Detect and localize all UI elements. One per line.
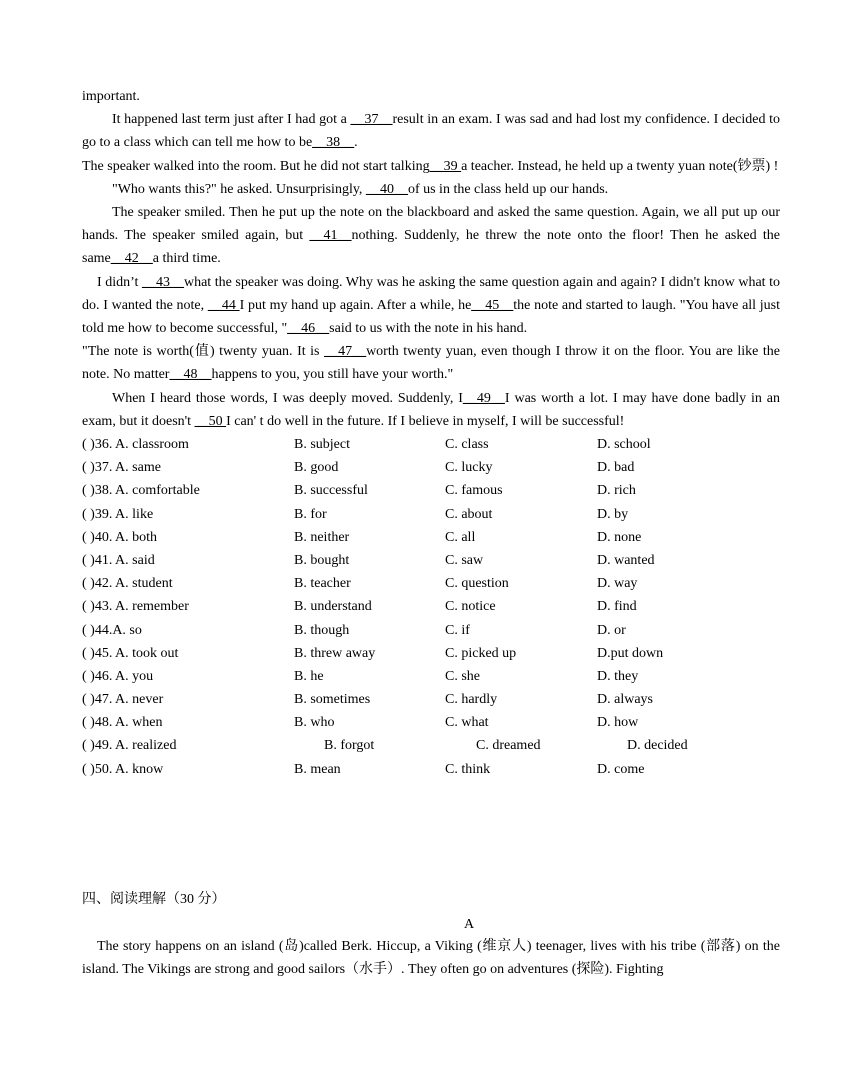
question-number-option-a: ( )45. A. took out [82, 645, 179, 661]
option-c: C. think [445, 761, 491, 777]
reading-paragraph: The story happens on an island (岛)called Berk. Hiccup, a Viking (维京人) teenager, lives with his tribe (部落) on the island. The Vikings are strong and good sailors（水手）. They often go on adventures (探险). Fighting [82, 939, 780, 978]
cloze-text: The speaker smiled. Then he put up the note on the blackboard and asked the same question. Again, we all put up our hands. The speaker smiled again, but [82, 205, 780, 244]
question-number-option-a: ( )48. A. when [82, 715, 163, 731]
cloze-text: the note and started to laugh. "You have all just told me how to become successful, " [82, 297, 781, 337]
option-b: B. subject [294, 437, 350, 453]
question-row [82, 526, 780, 549]
cloze-text: "Who wants this?" he asked. Unsurprisingly, [112, 181, 366, 197]
cloze-blank: __47__ [324, 344, 367, 360]
cloze-text: what the speaker was doing. Why was he asking the same question again and again? I didn't know what to do. I wanted the note, [82, 274, 780, 313]
cloze-text: I can' t do well in the future. If I believe in myself, I will be successful! [226, 413, 625, 429]
cloze-text: . [354, 135, 358, 151]
option-d: D. rich [597, 483, 636, 499]
cloze-blank: __41__ [309, 228, 352, 244]
option-d: D. find [597, 599, 637, 615]
cloze-blank: __49__ [462, 390, 505, 406]
option-c: C. all [445, 529, 476, 545]
option-c: C. what [445, 715, 489, 731]
question-number-option-a: ( )49. A. realized [82, 738, 177, 754]
option-b: B. teacher [294, 576, 351, 592]
option-c: C. hardly [445, 692, 498, 708]
question-row [82, 479, 780, 502]
option-c: C. picked up [445, 645, 517, 661]
option-d: D. wanted [597, 552, 655, 568]
option-b: B. forgot [324, 738, 375, 754]
cloze-text: a third time. [152, 251, 221, 267]
option-d: D.put down [597, 645, 664, 661]
option-b: B. who [294, 715, 335, 731]
cloze-blank: __42__ [110, 251, 153, 267]
cloze-blank: __39 [429, 158, 462, 174]
question-row [82, 688, 780, 711]
cloze-blank: __38__ [312, 135, 355, 151]
option-b: B. understand [294, 599, 372, 615]
question-number-option-a: ( )50. A. know [82, 761, 164, 777]
option-b: B. neither [294, 529, 350, 545]
cloze-blank: __50 [194, 413, 227, 429]
question-row [82, 456, 780, 479]
question-number-option-a: ( )42. A. student [82, 576, 173, 592]
option-c: C. notice [445, 599, 496, 615]
cloze-blank: __45__ [471, 297, 514, 313]
cloze-text: The speaker walked into the room. But he did not start talking [82, 158, 430, 174]
cloze-text: I didn’t [97, 274, 142, 290]
question-number-option-a: ( )39. A. like [82, 506, 154, 522]
cloze-text: result in an exam. I was sad and had lost my confidence. I decided to go to a class which can tell me how to be [82, 112, 781, 151]
option-d: D. they [597, 668, 639, 684]
question-row [82, 758, 780, 781]
option-b: B. for [294, 506, 327, 522]
question-number-option-a: ( )38. A. comfortable [82, 483, 200, 499]
option-d: D. or [597, 622, 626, 638]
option-d: D. way [597, 576, 638, 592]
question-row [82, 595, 780, 618]
cloze-text: "The note is worth(值) twenty yuan. It is [82, 344, 325, 360]
option-d: D. how [597, 715, 639, 731]
cloze-text: worth twenty yuan, even though I throw it on the floor. You are like the note. No matter [82, 344, 780, 383]
option-d: D. school [597, 437, 651, 453]
cloze-text: nothing. Suddenly, he threw the note onto the floor! Then he asked the same [82, 228, 780, 267]
cloze-section [82, 85, 780, 781]
option-b: B. sometimes [294, 692, 371, 708]
cloze-blank: __37__ [350, 112, 393, 128]
cloze-paragraph [82, 155, 780, 178]
option-d: D. always [597, 692, 653, 708]
option-c: C. if [445, 622, 470, 638]
question-row [82, 711, 780, 734]
option-b: B. successful [294, 483, 368, 499]
option-c: C. dreamed [476, 738, 541, 754]
option-c: C. saw [445, 552, 484, 568]
option-d: D. come [597, 761, 645, 777]
reading-passage [82, 935, 780, 981]
question-number-option-a: ( )47. A. never [82, 692, 164, 708]
option-c: C. lucky [445, 460, 493, 476]
question-row [82, 503, 780, 526]
option-c: C. she [445, 668, 480, 684]
cloze-text: When I heard those words, I was deeply moved. Suddenly, I [112, 390, 463, 406]
cloze-text: I was worth a lot. I may have done badly in an exam, but it doesn't [82, 390, 780, 429]
cloze-text: I put my hand up again. After a while, he [239, 297, 472, 313]
option-b: B. good [294, 460, 339, 476]
question-number-option-a: ( )37. A. same [82, 460, 161, 476]
cloze-text: It happened last term just after I had got a [112, 112, 351, 128]
cloze-text: happens to you, you still have your worth." [211, 367, 454, 383]
question-row [82, 734, 780, 757]
cloze-blank: __48__ [169, 367, 212, 383]
option-b: B. he [294, 668, 324, 684]
option-d: D. none [597, 529, 642, 545]
cloze-paragraph [82, 387, 780, 433]
option-c: C. question [445, 576, 509, 592]
option-b: B. threw away [294, 645, 376, 661]
cloze-question-list [82, 433, 780, 781]
option-d: D. decided [627, 738, 688, 754]
option-c: C. class [445, 437, 489, 453]
cloze-blank: __43__ [141, 274, 184, 290]
cloze-paragraph [82, 178, 780, 201]
question-number-option-a: ( )46. A. you [82, 668, 154, 684]
question-number-option-a: ( )44.A. so [82, 622, 142, 638]
cloze-text: a teacher. Instead, he held up a twenty yuan note(钞票) ! [461, 158, 779, 174]
cloze-passage [82, 85, 780, 433]
option-b: B. bought [294, 552, 350, 568]
cloze-blank: __44 [207, 297, 240, 313]
cloze-paragraph [82, 340, 780, 386]
option-d: D. by [597, 506, 629, 522]
question-row [82, 549, 780, 572]
cloze-paragraph [82, 271, 780, 341]
cloze-blank: __40__ [365, 181, 408, 197]
cloze-paragraph [82, 201, 780, 271]
cloze-paragraph [82, 85, 780, 108]
reading-section-title: 四、阅读理解（30 分） [82, 892, 226, 907]
option-c: C. about [445, 506, 493, 522]
question-number-option-a: ( )43. A. remember [82, 599, 189, 615]
cloze-text: important. [82, 89, 140, 104]
question-row [82, 433, 780, 456]
passage-letter: A [463, 917, 475, 932]
option-b: B. though [294, 622, 350, 638]
cloze-text: said to us with the note in his hand. [329, 321, 528, 337]
question-number-option-a: ( )41. A. said [82, 552, 155, 568]
cloze-paragraph [82, 108, 780, 154]
option-b: B. mean [294, 761, 341, 777]
question-row [82, 619, 780, 642]
option-c: C. famous [445, 483, 503, 499]
question-number-option-a: ( )36. A. classroom [82, 437, 189, 453]
question-number-option-a: ( )40. A. both [82, 529, 158, 545]
question-row [82, 642, 780, 665]
option-d: D. bad [597, 460, 635, 476]
cloze-blank: __46__ [287, 321, 330, 337]
question-row [82, 572, 780, 595]
cloze-text: of us in the class held up our hands. [407, 181, 609, 197]
question-row [82, 665, 780, 688]
